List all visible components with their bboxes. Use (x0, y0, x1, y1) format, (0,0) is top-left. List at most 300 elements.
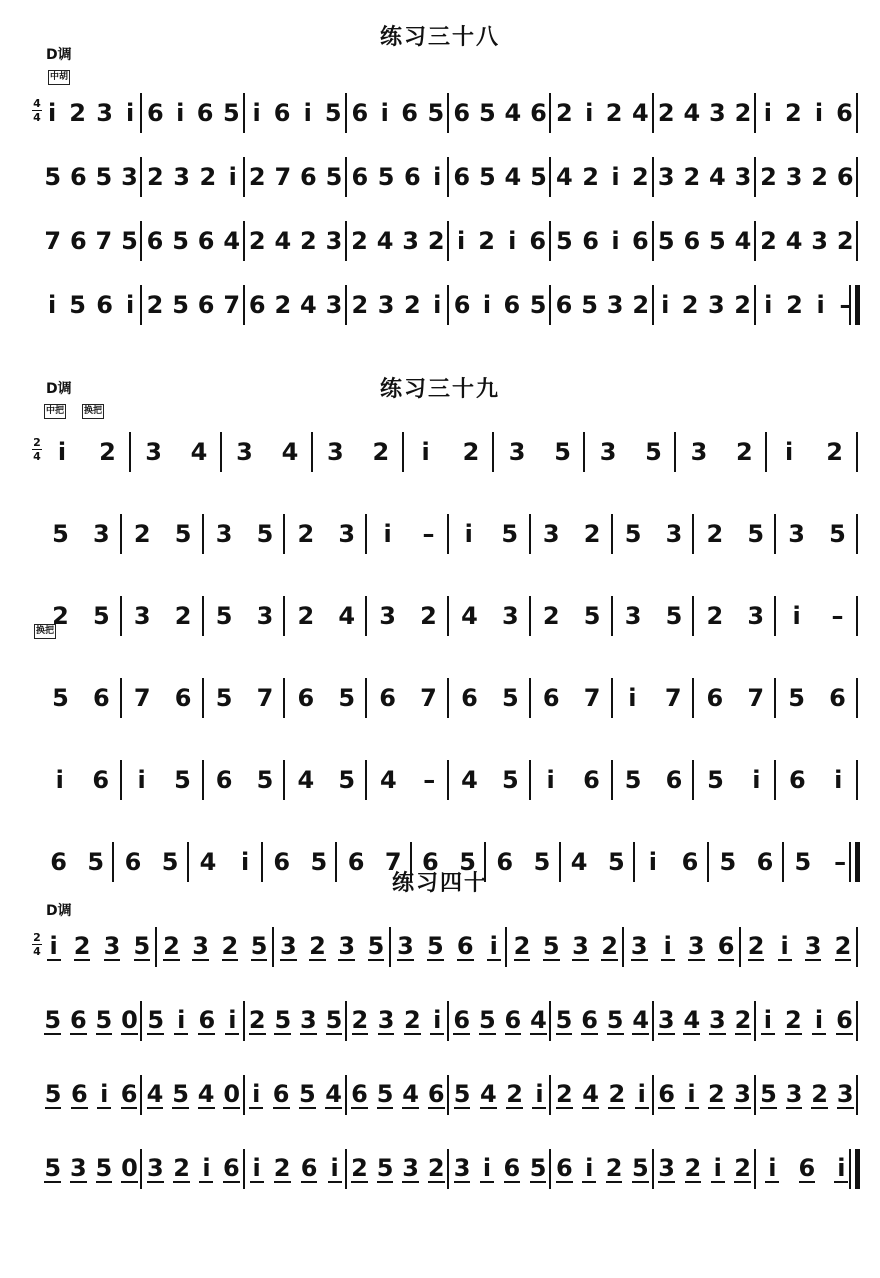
note: 7 (44, 227, 62, 255)
note: 5 (172, 227, 189, 255)
note: i (252, 99, 261, 127)
exercise-title: 练习四十 (391, 871, 488, 896)
note: 2 (708, 1080, 725, 1108)
note: 3 (327, 438, 344, 466)
note: i (456, 227, 466, 255)
measure-notes (40, 1081, 142, 1109)
measure (157, 925, 274, 969)
note: i (585, 99, 594, 127)
note: 2 (73, 932, 91, 960)
note: – (839, 291, 852, 319)
note: 2 (133, 520, 151, 548)
measure (624, 925, 741, 969)
note: 4 (223, 227, 241, 255)
measure-notes (142, 1155, 244, 1183)
note: 5 (529, 1154, 547, 1182)
note: 6 (530, 99, 547, 127)
note: i (648, 848, 657, 876)
measure-notes (157, 933, 274, 961)
note: 4 (461, 766, 478, 794)
exercise-title: 练习三十九 (379, 377, 500, 402)
note: 6 (658, 1080, 675, 1108)
note: 5 (624, 766, 642, 794)
note: 5 (478, 1006, 496, 1034)
note: 2 (734, 291, 751, 319)
note: 2 (403, 291, 421, 319)
note: 6 (453, 291, 471, 319)
note: 5 (121, 227, 138, 255)
note: 3 (804, 932, 822, 960)
note: 0 (121, 1154, 138, 1182)
staff-row (40, 1073, 858, 1117)
note: 3 (215, 520, 233, 548)
note: 6 (453, 1006, 471, 1034)
note: 3 (508, 438, 526, 466)
note: 5 (325, 1006, 343, 1034)
note: 5 (607, 848, 625, 876)
note: 2 (706, 602, 724, 630)
note: 4 (300, 291, 317, 319)
note: 5 (215, 684, 233, 712)
note: 2 (273, 1154, 291, 1182)
note: 2 (605, 99, 623, 127)
measure-notes (507, 933, 624, 961)
note: 6 (96, 291, 113, 319)
measure-notes (40, 1155, 142, 1183)
note: 4 (683, 99, 701, 127)
note: 2 (478, 227, 495, 255)
time-top: 4 (33, 97, 41, 110)
note: 2 (199, 163, 217, 191)
barline (856, 927, 858, 967)
note: 4 (402, 1080, 419, 1108)
note: 3 (657, 163, 675, 191)
note: 3 (453, 1154, 471, 1182)
note: 6 (581, 1006, 598, 1034)
position-mark: 中把 (44, 404, 66, 419)
time-top: 2 (33, 436, 41, 449)
note: 5 (215, 602, 233, 630)
note: 2 (146, 291, 164, 319)
note: 5 (760, 1080, 777, 1108)
note: 4 (338, 602, 356, 630)
note: 5 (377, 163, 395, 191)
note: 2 (605, 1154, 623, 1182)
note: 6 (503, 1154, 521, 1182)
note: 2 (420, 602, 437, 630)
note: 4 (632, 1006, 650, 1034)
note: 6 (69, 227, 87, 255)
note: 2 (683, 163, 701, 191)
note: 6 (197, 227, 215, 255)
note: 3 (92, 520, 110, 548)
note: 5 (256, 766, 274, 794)
note: 5 (310, 848, 328, 876)
note: 7 (274, 163, 292, 191)
note: 5 (555, 1006, 573, 1034)
measure (142, 1073, 244, 1117)
note: 5 (95, 1154, 113, 1182)
note: i (546, 766, 555, 794)
note: 3 (785, 1080, 803, 1108)
measure (245, 999, 347, 1043)
note: 3 (665, 520, 683, 548)
note: 3 (69, 1154, 87, 1182)
note: 5 (367, 932, 385, 960)
note: i (55, 766, 64, 794)
staff-row (40, 925, 858, 969)
note: 5 (501, 766, 519, 794)
measure (40, 1147, 142, 1191)
measure-notes (449, 1081, 551, 1109)
note: 5 (556, 227, 573, 255)
note: 7 (384, 848, 402, 876)
note: 4 (199, 848, 217, 876)
note: 5 (69, 291, 86, 319)
note: i (582, 1155, 596, 1183)
note: 4 (504, 99, 522, 127)
note: 3 (379, 602, 396, 630)
measure (347, 999, 449, 1043)
note: 5 (829, 520, 846, 548)
note: 5 (299, 1080, 316, 1108)
note: 2 (681, 291, 699, 319)
note: 2 (403, 1006, 421, 1034)
note: 4 (556, 163, 573, 191)
note: i (532, 1081, 546, 1109)
note: 3 (300, 1006, 317, 1034)
measure-notes (347, 1155, 449, 1183)
note: 7 (747, 684, 765, 712)
note: 3 (338, 932, 356, 960)
note: 6 (379, 684, 396, 712)
note: i (380, 99, 389, 127)
note: i (711, 1155, 725, 1183)
measure-notes (741, 933, 858, 961)
note: 5 (794, 848, 812, 876)
key-signature: D调 (46, 47, 72, 63)
note: 5 (324, 99, 342, 127)
note: 6 (683, 227, 701, 255)
note: i (433, 163, 442, 191)
note: 6 (198, 1006, 216, 1034)
note: i (250, 1155, 264, 1183)
note: i (125, 99, 135, 127)
barline (856, 1075, 858, 1115)
note: i (812, 1007, 826, 1035)
note: 5 (161, 848, 179, 876)
key-signature: D调 (46, 903, 72, 919)
note: 5 (501, 684, 519, 712)
note: 3 (709, 1006, 726, 1034)
note: 5 (788, 684, 805, 712)
note: 4 (297, 766, 315, 794)
note: 5 (665, 602, 683, 630)
note: 6 (798, 1154, 816, 1182)
note: 4 (190, 438, 208, 466)
note: i (176, 99, 185, 127)
note: 6 (196, 99, 214, 127)
note: 6 (836, 99, 853, 127)
note: 6 (69, 163, 87, 191)
note: 3 (811, 227, 828, 255)
measure-notes (449, 1007, 551, 1035)
note: 3 (147, 1154, 164, 1182)
note: 5 (376, 1154, 394, 1182)
note: i (125, 291, 135, 319)
note: 6 (273, 848, 291, 876)
note: 2 (684, 1154, 702, 1182)
position-mark: 换把 (82, 404, 104, 419)
measure (347, 1073, 449, 1117)
note: 3 (325, 227, 343, 255)
note: i (241, 848, 250, 876)
note: 2 (657, 99, 675, 127)
note: 2 (427, 227, 445, 255)
measure (449, 1073, 551, 1117)
note: 2 (582, 163, 599, 191)
note: 4 (504, 163, 522, 191)
note: 2 (542, 602, 560, 630)
measure-notes (624, 933, 741, 961)
measure-notes (551, 1007, 653, 1035)
note: 5 (174, 520, 192, 548)
note: 2 (173, 1154, 190, 1182)
note: i (834, 1155, 848, 1183)
note: 5 (250, 932, 268, 960)
note: 5 (172, 1080, 189, 1108)
measure-notes (274, 933, 391, 961)
note: 2 (274, 291, 292, 319)
note: 6 (248, 291, 266, 319)
note: 5 (52, 520, 69, 548)
note: i (763, 99, 772, 127)
note: 2 (747, 932, 765, 960)
note: 7 (95, 227, 113, 255)
note: 6 (69, 1006, 87, 1034)
note: 6 (453, 163, 471, 191)
note: 5 (533, 848, 551, 876)
note: 2 (147, 163, 164, 191)
note: 4 (379, 766, 397, 794)
note: 4 (734, 227, 752, 255)
note: 5 (530, 163, 547, 191)
measure-notes (245, 1007, 347, 1035)
measure (654, 999, 756, 1043)
note: 5 (542, 932, 560, 960)
note: i (430, 1007, 444, 1035)
note: i (249, 1081, 263, 1109)
note: 5 (747, 520, 765, 548)
note: 5 (581, 291, 598, 319)
note: 0 (223, 1080, 241, 1108)
note: 6 (503, 291, 521, 319)
note: 3 (572, 932, 589, 960)
note: 3 (747, 602, 765, 630)
measure (551, 1073, 653, 1117)
note: 3 (96, 99, 113, 127)
position-mark: 中胡 (48, 70, 70, 85)
note: 4 (376, 227, 394, 255)
note: 2 (760, 227, 777, 255)
note: 7 (664, 684, 682, 712)
note: i (383, 520, 392, 548)
note: 4 (281, 438, 299, 466)
note: i (508, 227, 517, 255)
note: 5 (427, 932, 444, 960)
note: 4 (785, 227, 803, 255)
note: – (831, 602, 844, 630)
note: 5 (147, 1006, 165, 1034)
note: 7 (223, 291, 241, 319)
note: i (792, 602, 801, 630)
measure (756, 1147, 858, 1191)
note: 6 (351, 163, 369, 191)
note: 2 (706, 520, 724, 548)
note: 6 (717, 932, 735, 960)
note: 5 (223, 99, 240, 127)
note: i (834, 766, 843, 794)
measure (654, 1147, 756, 1191)
note: 4 (570, 848, 588, 876)
note: 5 (274, 1006, 292, 1034)
exercise-title: 练习三十八 (379, 25, 500, 50)
note: 3 (542, 520, 560, 548)
measure-notes (245, 1155, 347, 1183)
note: 2 (836, 227, 854, 255)
note: 5 (657, 227, 675, 255)
note: 6 (453, 99, 471, 127)
note: 3 (785, 163, 803, 191)
note: 3 (256, 602, 274, 630)
note: 2 (351, 1006, 369, 1034)
note: 4 (632, 99, 649, 127)
note: 3 (734, 1080, 751, 1108)
note: i (487, 933, 501, 961)
note: 5 (92, 602, 110, 630)
note: i (57, 438, 67, 466)
note: 2 (248, 227, 266, 255)
note: 3 (133, 602, 151, 630)
note: i (47, 99, 57, 127)
note: 4 (582, 1080, 599, 1108)
note: 5 (133, 932, 151, 960)
note: i (764, 291, 773, 319)
note: 3 (501, 602, 519, 630)
note: i (328, 1155, 342, 1183)
note: 3 (658, 1154, 675, 1182)
final-barline (849, 1149, 856, 1189)
note: 2 (309, 932, 326, 960)
measure (551, 1147, 653, 1191)
note: 2 (785, 1006, 802, 1034)
note: 6 (788, 766, 806, 794)
staff-row (40, 999, 858, 1043)
note: 7 (133, 684, 151, 712)
measure-notes (142, 1081, 244, 1109)
measure-notes (551, 1081, 653, 1109)
measure (40, 925, 157, 969)
note: 6 (297, 684, 315, 712)
note: i (464, 520, 473, 548)
note: 3 (788, 520, 805, 548)
note: 6 (273, 99, 291, 127)
note: 3 (402, 1154, 419, 1182)
note: 2 (69, 99, 86, 127)
note: 4 (480, 1080, 497, 1108)
note: 2 (506, 1080, 523, 1108)
note: 5 (719, 848, 737, 876)
note: 7 (256, 684, 274, 712)
note: 5 (338, 766, 356, 794)
note: 6 (582, 227, 599, 255)
note: i (661, 933, 675, 961)
note: 5 (325, 163, 343, 191)
note: 5 (707, 766, 724, 794)
measure-notes (756, 1155, 858, 1183)
note: 3 (192, 932, 209, 960)
note: 6 (496, 848, 514, 876)
note: 6 (146, 227, 164, 255)
key-signature: D调 (46, 381, 72, 397)
note: 6 (351, 99, 369, 127)
measure-notes (551, 1155, 653, 1183)
note: 6 (555, 291, 573, 319)
note: 3 (377, 291, 395, 319)
note: 3 (599, 438, 617, 466)
position-mark: 换把 (34, 624, 56, 639)
note: 3 (402, 227, 419, 255)
measure (449, 999, 551, 1043)
measure-notes (391, 933, 508, 961)
note: 3 (836, 1080, 854, 1108)
note: 3 (687, 932, 705, 960)
note: 6 (829, 684, 846, 712)
note: 5 (624, 520, 642, 548)
note: 5 (376, 1080, 394, 1108)
note: 4 (146, 1080, 164, 1108)
note: 2 (632, 163, 649, 191)
measure (654, 1073, 756, 1117)
note: i (421, 438, 430, 466)
note: 2 (834, 932, 852, 960)
note: 2 (297, 520, 315, 548)
note: 6 (300, 1154, 318, 1182)
note: 5 (453, 1080, 471, 1108)
note: 5 (52, 684, 69, 712)
staff-row (40, 1147, 858, 1191)
measure-notes (654, 1007, 756, 1035)
note: 5 (95, 163, 113, 191)
note: 5 (427, 99, 445, 127)
note: 5 (44, 163, 62, 191)
measure (142, 999, 244, 1043)
note: 2 (811, 1080, 828, 1108)
note: i (752, 766, 761, 794)
note: 2 (734, 99, 752, 127)
note: 5 (554, 438, 571, 466)
note: 2 (826, 438, 843, 466)
note: i (761, 1007, 775, 1035)
note: 4 (325, 1080, 342, 1108)
note: 6 (223, 1154, 240, 1182)
note: 6 (681, 848, 699, 876)
note: 4 (709, 163, 726, 191)
measure (449, 1147, 551, 1191)
measure (756, 1073, 858, 1117)
note: 5 (478, 163, 496, 191)
note: 6 (706, 684, 724, 712)
